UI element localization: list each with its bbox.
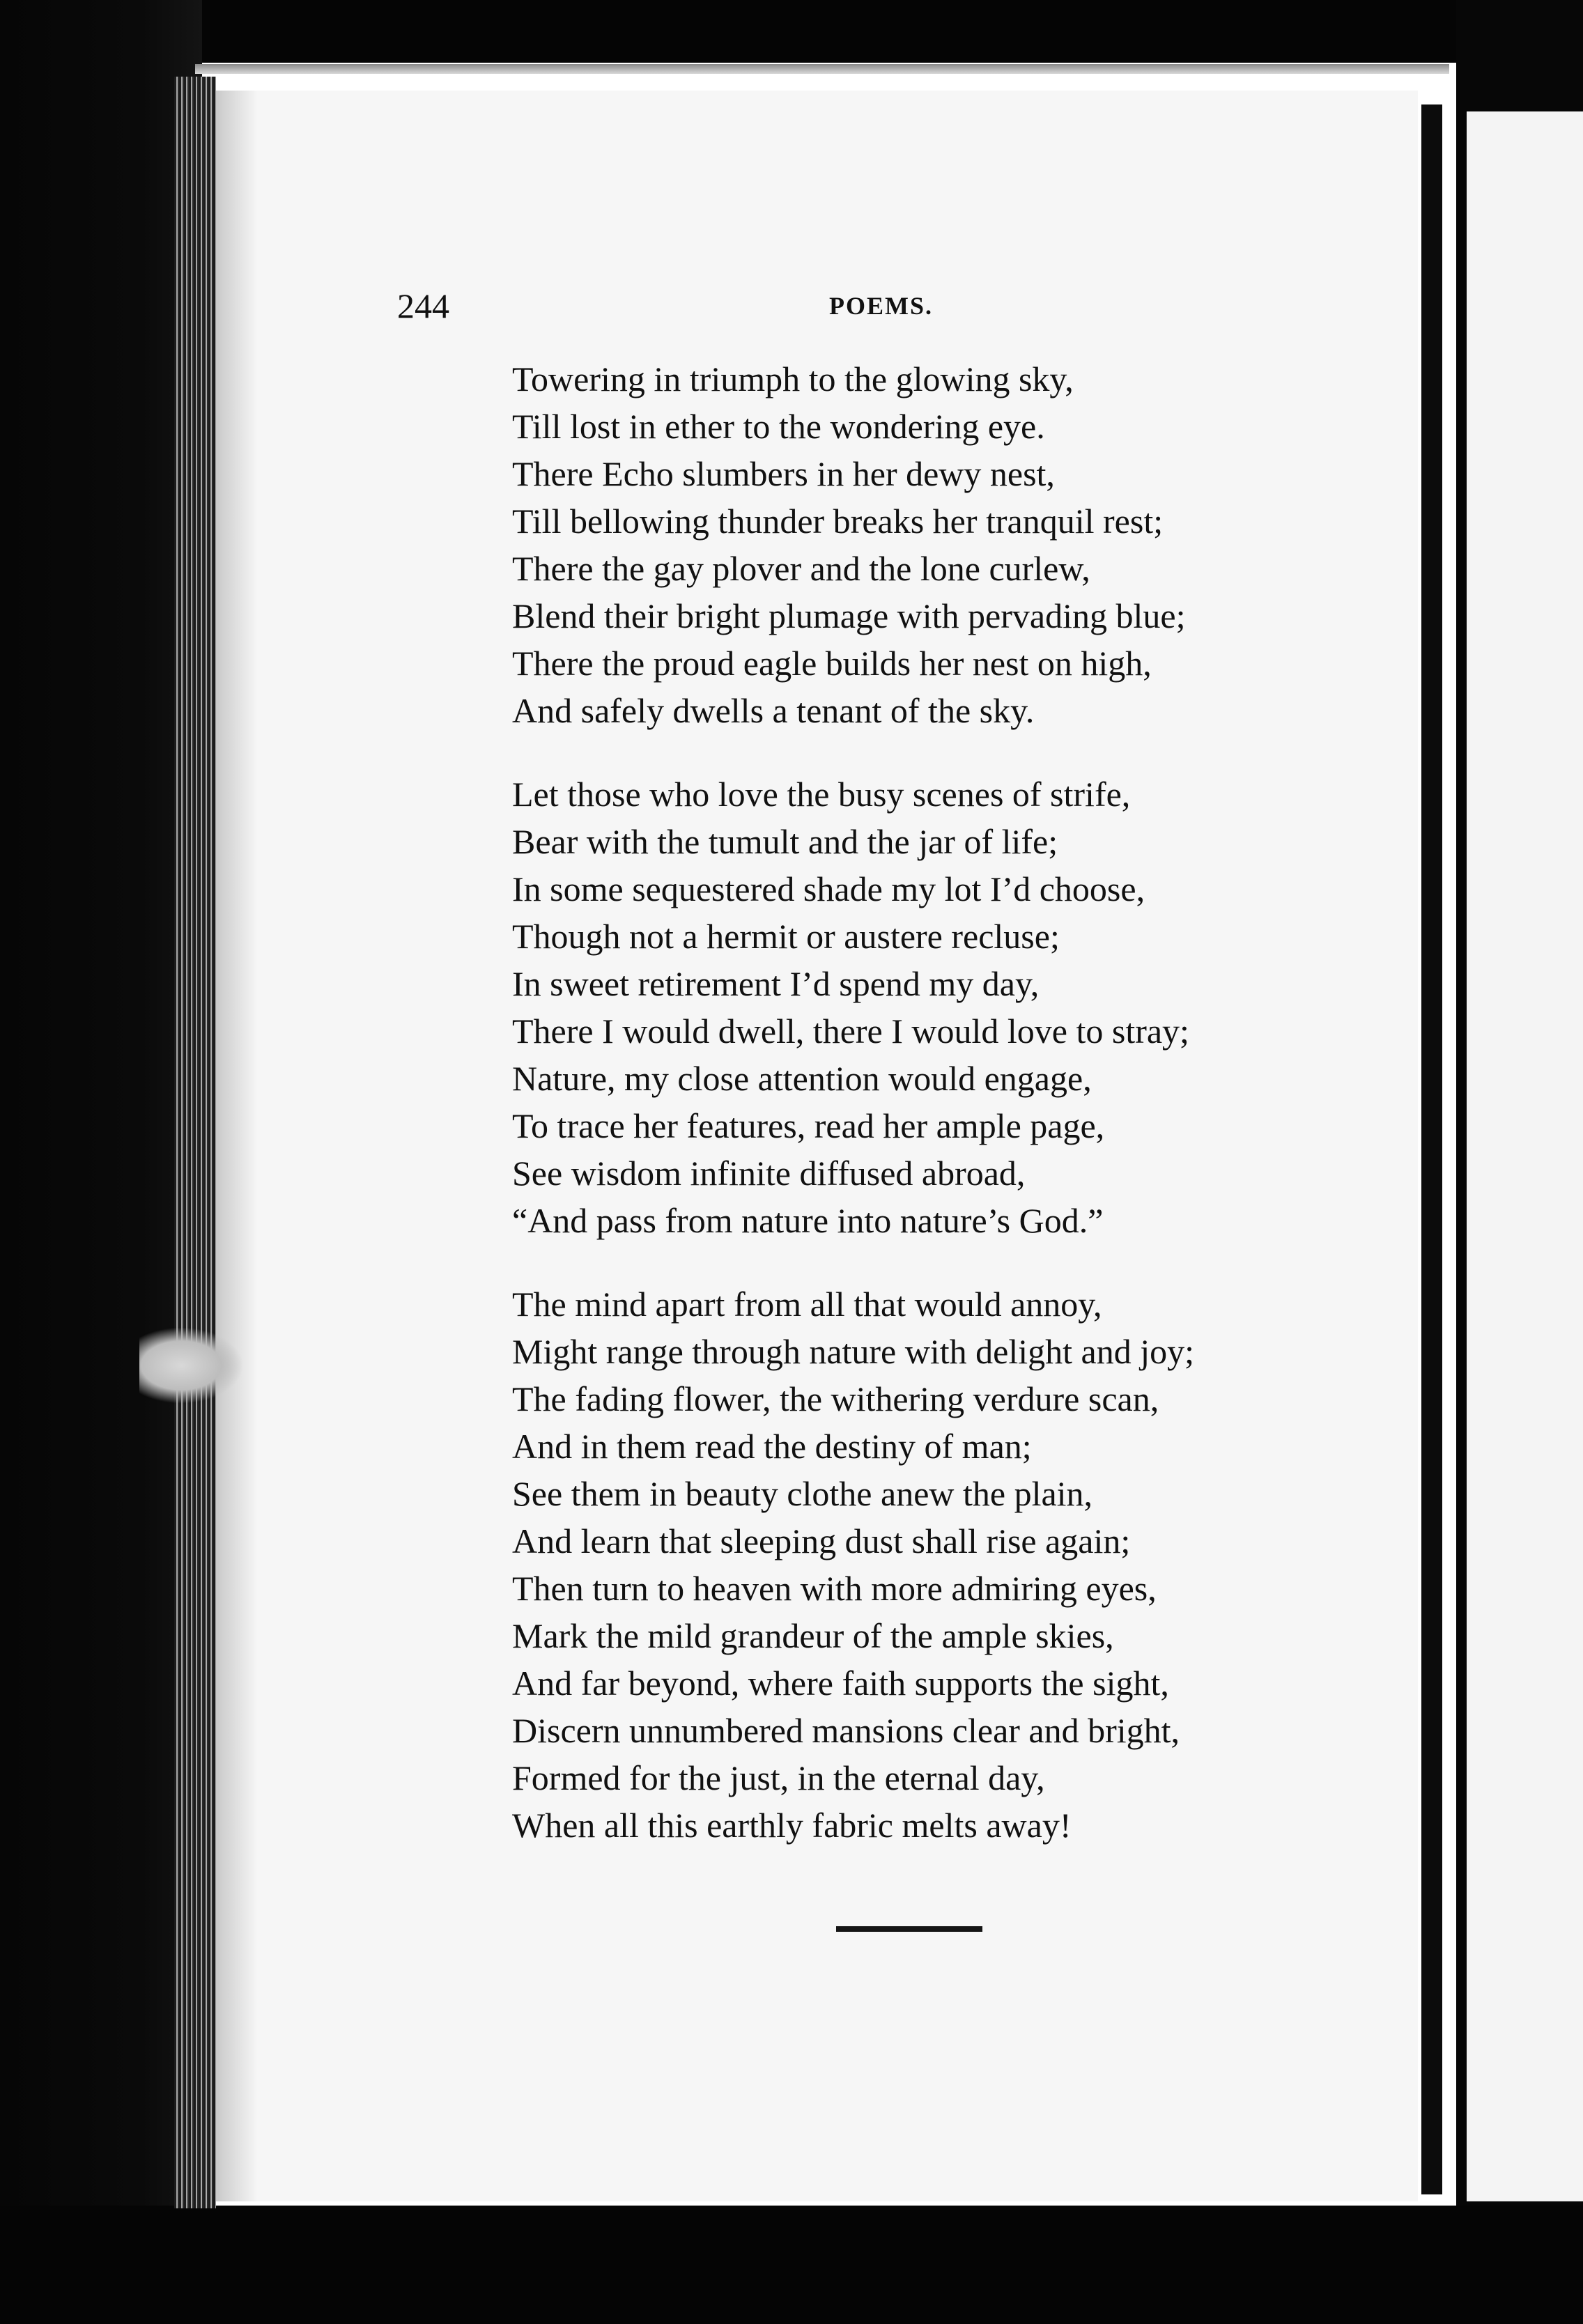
- poem-line: Till lost in ether to the wondering eye.: [512, 407, 1045, 446]
- poem-line: Nature, my close attention would engage,: [512, 1059, 1092, 1098]
- poem-line: And far beyond, where faith supports the sight,: [512, 1664, 1169, 1703]
- poem-line: There the gay plover and the lone curlew,: [512, 549, 1090, 588]
- page-stack-edges: [174, 77, 216, 2208]
- stanza-3: [512, 1280, 1348, 1849]
- poem-line: To trace her features, read her ample page,: [512, 1106, 1105, 1145]
- poem-line: Blend their bright plumage with pervading blue;: [512, 596, 1186, 635]
- end-of-poem-rule: [836, 1926, 982, 1932]
- page-top-edge: [195, 64, 1449, 74]
- poem-line: Though not a hermit or austere recluse;: [512, 917, 1060, 956]
- poem-line: Then turn to heaven with more admiring eyes,: [512, 1569, 1157, 1608]
- poem-line: The fading flower, the withering verdure scan,: [512, 1379, 1159, 1418]
- scan-border-top: [0, 0, 1583, 63]
- poem-line: In some sequestered shade my lot I’d choose,: [512, 869, 1145, 908]
- poem-line: There Echo slumbers in her dewy nest,: [512, 454, 1055, 493]
- poem-line: See them in beauty clothe anew the plain,: [512, 1474, 1093, 1513]
- stanza-1: [512, 355, 1348, 734]
- poem-line: There I would dwell, there I would love to stray;: [512, 1012, 1189, 1051]
- torn-paper-fragment: [139, 1327, 244, 1404]
- poem-line: When all this earthly fabric melts away!: [512, 1806, 1072, 1845]
- poem-line: Let those who love the busy scenes of strife,: [512, 775, 1131, 814]
- poem-line: Bear with the tumult and the jar of life;: [512, 822, 1058, 861]
- poem-line: Till bellowing thunder breaks her tranquil rest;: [512, 502, 1164, 541]
- page-gutter: [1421, 104, 1442, 2194]
- poem-line: “And pass from nature into nature’s God.”: [512, 1201, 1104, 1240]
- page-shadow: [216, 91, 258, 2201]
- poem-line: See wisdom infinite diffused abroad,: [512, 1154, 1026, 1193]
- stanza-2: [512, 770, 1348, 1244]
- poem-line: Discern unnumbered mansions clear and bright,: [512, 1711, 1180, 1750]
- poem-line: Formed for the just, in the eternal day,: [512, 1758, 1045, 1797]
- poem-line: There the proud eagle builds her nest on high,: [512, 644, 1152, 683]
- poem-line: And learn that sleeping dust shall rise again;: [512, 1521, 1131, 1560]
- poem-line: Might range through nature with delight and joy;: [512, 1332, 1194, 1371]
- poem-line: Mark the mild grandeur of the ample skies,: [512, 1616, 1114, 1655]
- scan-border-bottom: [0, 2206, 1583, 2324]
- facing-page-edge: [1467, 111, 1583, 2201]
- book-binding-left: [0, 0, 202, 2324]
- page-number: 244: [397, 286, 449, 325]
- poem-text: [512, 355, 1348, 1885]
- poem-line: And safely dwells a tenant of the sky.: [512, 691, 1035, 730]
- poem-line: Towering in triumph to the glowing sky,: [512, 359, 1074, 398]
- poem-line: And in them read the destiny of man;: [512, 1427, 1032, 1466]
- page-header: [0, 286, 1583, 327]
- running-head: POEMS.: [829, 292, 934, 320]
- poem-line: In sweet retirement I’d spend my day,: [512, 964, 1040, 1003]
- poem-line: The mind apart from all that would annoy,: [512, 1285, 1102, 1324]
